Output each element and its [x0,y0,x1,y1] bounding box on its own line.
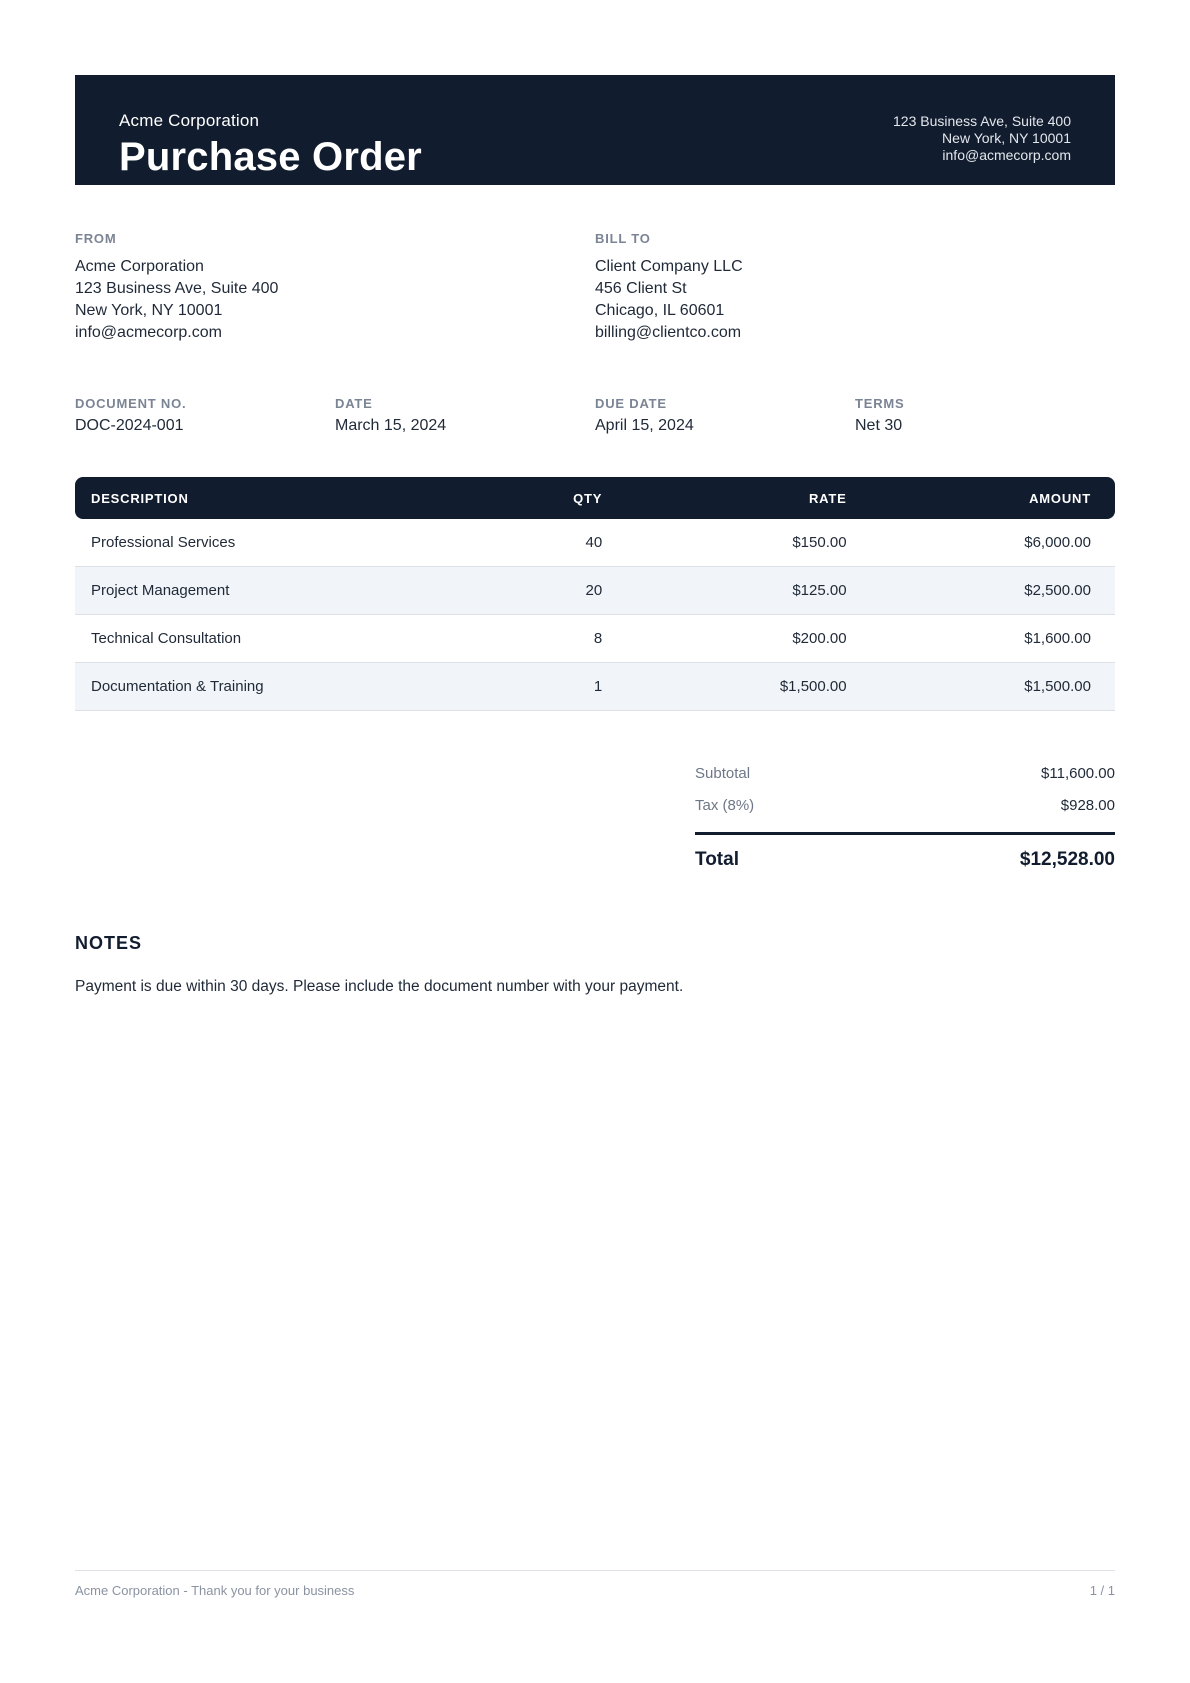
notes-body: Payment is due within 30 days. Please include the document number with your payment. [75,978,684,995]
item-qty: 1 [593,678,603,695]
table-row [75,567,1115,615]
totals-section [695,765,1115,871]
bill-to-line: Chicago, IL 60601 [595,302,725,319]
tax-value: $928.00 [1060,797,1115,814]
from-line: New York, NY 10001 [75,302,223,319]
tax-row [695,797,1115,814]
meta-label: DOCUMENT NO. [75,396,187,411]
bill-to-line: Client Company LLC [595,258,743,275]
from-label: FROM [75,231,117,246]
item-description: Professional Services [91,534,236,551]
item-amount: $6,000.00 [1024,534,1091,551]
item-amount: $1,500.00 [1024,678,1091,695]
document-due-date: April 15, 2024 [595,417,694,434]
line-items-table [75,477,1115,711]
meta-field-terms [855,396,1115,435]
from-line: Acme Corporation [75,258,204,275]
item-description: Technical Consultation [91,630,242,647]
subtotal-label: Subtotal [695,765,751,782]
bill-to-block [595,231,1115,344]
total-label: Total [695,849,739,870]
company-name: Acme Corporation [119,111,260,130]
item-description: Project Management [91,582,230,599]
company-address-line: 123 Business Ave, Suite 400 [893,113,1071,129]
meta-field-due-date [595,396,855,435]
meta-field-document-no [75,396,335,435]
document-number: DOC-2024-001 [75,417,184,434]
table-row [75,663,1115,711]
item-qty: 40 [585,534,603,551]
item-qty: 8 [593,630,603,647]
item-rate: $200.00 [792,630,847,647]
notes-section [75,933,1115,996]
parties-section [75,231,1115,344]
document-title: Purchase Order [119,135,422,179]
meta-label: TERMS [855,396,905,411]
document-meta-section [75,396,1115,435]
item-qty: 20 [585,582,603,599]
item-rate: $150.00 [792,534,847,551]
column-header-description: DESCRIPTION [91,490,189,506]
bill-to-label: BILL TO [595,231,651,246]
subtotal-row [695,765,1115,782]
meta-label: DUE DATE [595,396,667,411]
company-address-line: New York, NY 10001 [942,130,1071,146]
from-email: info@acmecorp.com [75,324,222,341]
from-line: 123 Business Ave, Suite 400 [75,280,279,297]
item-description: Documentation & Training [91,678,264,695]
table-row [75,615,1115,663]
document-date: March 15, 2024 [335,417,447,434]
document-terms: Net 30 [855,417,903,434]
page-number: 1 / 1 [1089,1583,1115,1598]
table-row [75,519,1115,567]
banner-left [119,111,422,185]
company-address-block [893,111,1071,185]
item-amount: $1,600.00 [1024,630,1091,647]
meta-field-date [335,396,595,435]
tax-label: Tax (8%) [695,797,755,814]
totals-divider [695,832,1115,835]
from-block [75,231,595,344]
notes-heading: NOTES [75,933,143,953]
footer-message: Acme Corporation - Thank you for your business [75,1583,355,1598]
bill-to-line: 456 Client St [595,280,687,297]
column-header-qty: QTY [573,490,603,506]
item-rate: $125.00 [792,582,847,599]
item-amount: $2,500.00 [1024,582,1091,599]
column-header-rate: RATE [808,490,847,506]
meta-label: DATE [335,396,373,411]
subtotal-value: $11,600.00 [1041,765,1115,782]
column-header-amount: AMOUNT [1029,490,1091,506]
document-banner [75,75,1115,185]
page-footer [75,1570,1115,1598]
bill-to-email: billing@clientco.com [595,324,742,341]
total-row [695,849,1115,871]
table-header-row [75,477,1115,519]
company-email: info@acmecorp.com [942,147,1071,163]
item-rate: $1,500.00 [779,678,847,695]
total-value: $12,528.00 [1019,849,1115,870]
